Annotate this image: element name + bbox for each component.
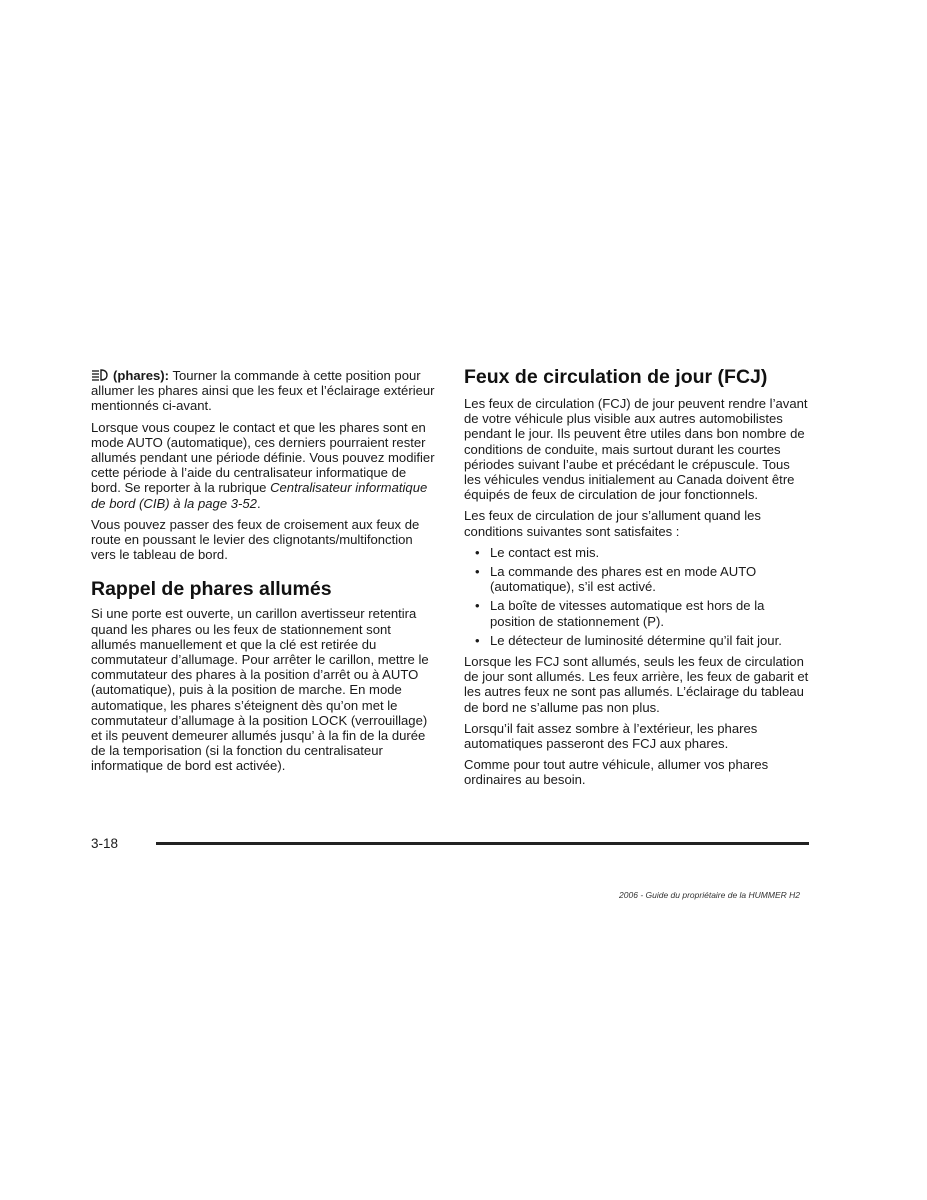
auto-end: . [256,495,261,511]
headlamp-text: Tourner la commande à cette position pour allumer les phares ainsi que les feux et l’éclairage extérieur mentionnés ci-avant. [91,368,435,414]
drl-active-paragraph: Lorsque les FCJ sont allumés, seuls les feux de circulation de jour sont allumés. Les feux arrière, les feux de gabarit et les autres feux ne sont pas allumés. L’éclairage du tableau de bord ne s’allume pas non plus. [464,654,809,715]
list-item [464,598,809,628]
reminder-paragraph: Si une porte est ouverte, un carillon avertisseur retentira quand les phares ou les feux de stationnement sont allumés manuellement et que la clé est retirée du commutateur d’allumage. Pour arrêter le carillon, mettre le commutateur des phares à la position d’arrêt ou à AUTO (automatique), puis à la position de marche. En mode automatique, les phares s’éteignent dès qu’on met le commutateur d’allumage à la position LOCK (verrouillage) et ils peuvent demeurer allumés jusqu’ à la fin de la durée de la temporisation (si la fonction du centralisateur informatique de bord est activée). [91,606,429,774]
footer-rule [156,842,809,845]
page-number: 3-18 [91,836,119,851]
list-item-text: Le contact est mis. [490,544,600,560]
drl-heading: Feux de circulation de jour (FCJ) [464,366,768,388]
list-item [464,564,809,594]
list-item-text: La boîte de vitesses automatique est hors de la position de stationnement (P). [490,598,765,629]
drl-normal-paragraph: Comme pour tout autre véhicule, allumer vos phares ordinaires au besoin. [464,757,769,788]
drl-condition-list [464,545,809,648]
list-item [464,633,809,648]
bullet-icon: • [475,632,480,648]
drl-intro: Les feux de circulation (FCJ) de jour peuvent rendre l’avant de votre véhicule plus visible aux autres automobilistes pendant le jour. Ils peuvent être utiles dans bon nombre de conditions de conduite, mais surtout durant les courtes périodes suivant l’aube et précédant le crépuscule. Tous les véhicules vendus initialement au Canada doivent être équipés de feux de circulation de jour fonctionnels. [464,396,808,503]
bullet-icon: • [475,598,480,614]
footer-text: 2006 - Guide du propriétaire de la HUMMER H2 [619,890,800,900]
headlamp-lead: (phares): [113,368,170,383]
headlamp-paragraph [91,368,439,414]
auto-text: Lorsque vous coupez le contact et que les phares sont en mode AUTO (automatique), ces derniers pourraient rester allumés pendant une période définie. Vous pouvez modifier cette période à l’aide du centralisateur informatique de bord. Se reporter à la rubrique [91,419,435,496]
right-column [464,366,809,794]
cib-reference-link[interactable]: Centralisateur informatique de bord (CIB) à la page 3-52 [91,480,428,511]
drl-dark-paragraph: Lorsqu’il fait assez sombre à l’extérieur, les phares automatiques passeront des FCJ aux phares. [464,720,758,752]
bullet-icon: • [475,544,480,560]
drl-conditions: Les feux de circulation de jour s’allument quand les conditions suivantes sont satisfaites : [464,508,761,539]
bullet-icon: • [475,564,480,580]
left-column [91,368,439,780]
list-item [464,545,809,560]
highbeam-paragraph: Vous pouvez passer des feux de croisement aux feux de route en poussant le levier des clignotants/multifonction vers le tableau de bord. [91,516,420,563]
list-item-text: Le détecteur de luminosité détermine qu’il fait jour. [490,632,782,648]
reminder-heading: Rappel de phares allumés [91,578,332,601]
list-item-text: La commande des phares est en mode AUTO (automatique), s’il est activé. [490,564,757,595]
headlamp-icon [91,368,109,382]
auto-paragraph [91,420,439,511]
